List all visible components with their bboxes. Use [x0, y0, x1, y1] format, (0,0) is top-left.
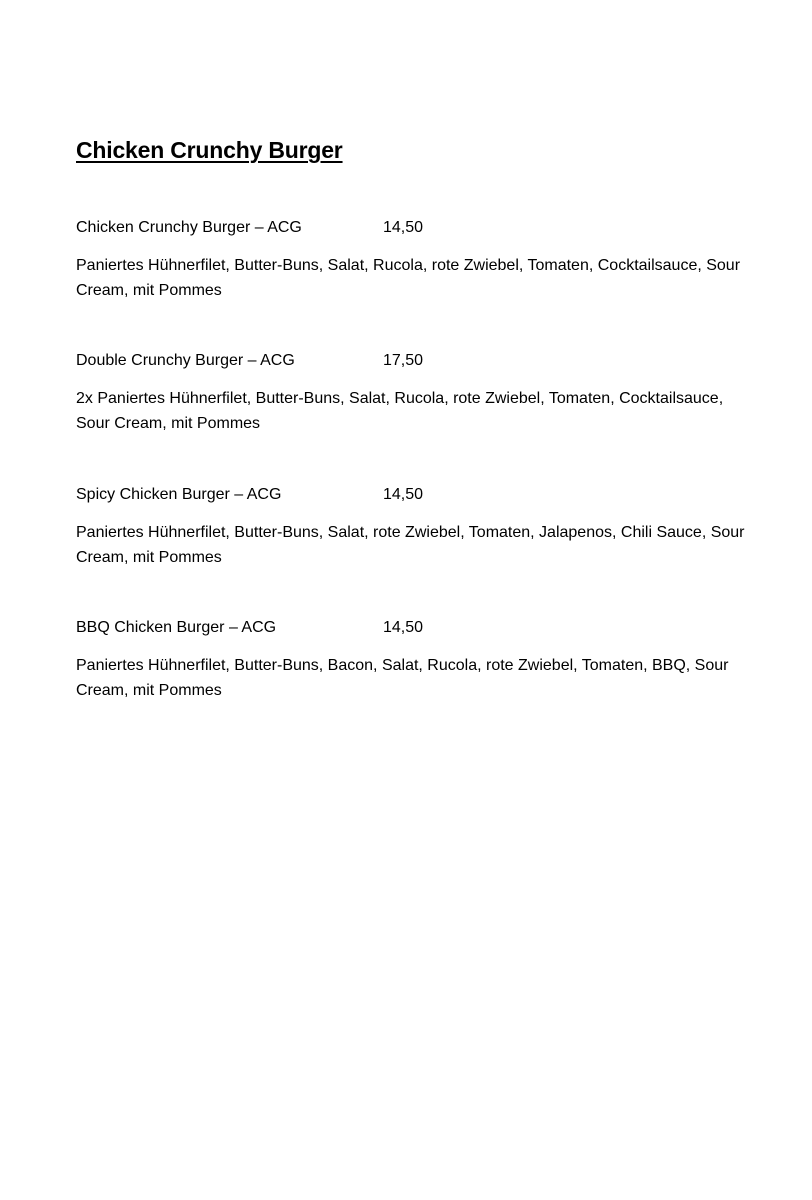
menu-item-header: [76, 217, 756, 239]
menu-item: [76, 217, 756, 303]
menu-item: [76, 617, 756, 703]
menu-item-price: 17,50: [383, 352, 424, 369]
menu-item-header: [76, 617, 756, 639]
menu-item: [76, 484, 756, 570]
menu-item-name: Double Crunchy Burger – ACG: [76, 352, 295, 369]
menu-section-title: Chicken Crunchy Burger: [76, 137, 343, 163]
menu-item-description: Paniertes Hühnerfilet, Butter-Buns, Bacon, Salat, Rucola, rote Zwiebel, Tomaten, BBQ, Sour Cream, mit Pommes: [76, 657, 729, 699]
menu-item-name: Chicken Crunchy Burger – ACG: [76, 219, 302, 236]
menu-item: [76, 350, 756, 436]
menu-item-price: 14,50: [383, 486, 424, 503]
menu-item-name: BBQ Chicken Burger – ACG: [76, 619, 277, 636]
menu-item-header: [76, 350, 756, 372]
menu-item-description: Paniertes Hühnerfilet, Butter-Buns, Salat, rote Zwiebel, Tomaten, Jalapenos, Chili Sauce, Sour Cream, mit Pommes: [76, 524, 745, 566]
menu-item-header: [76, 484, 756, 506]
menu-item-price: 14,50: [383, 219, 424, 236]
menu-item-price: 14,50: [383, 619, 424, 636]
menu-item-name: Spicy Chicken Burger – ACG: [76, 486, 282, 503]
menu-item-description: 2x Paniertes Hühnerfilet, Butter-Buns, Salat, Rucola, rote Zwiebel, Tomaten, Cocktailsauce, Sour Cream, mit Pommes: [76, 390, 724, 432]
menu-item-description: Paniertes Hühnerfilet, Butter-Buns, Salat, Rucola, rote Zwiebel, Tomaten, Cocktailsauce, Sour Cream, mit Pommes: [76, 257, 741, 299]
